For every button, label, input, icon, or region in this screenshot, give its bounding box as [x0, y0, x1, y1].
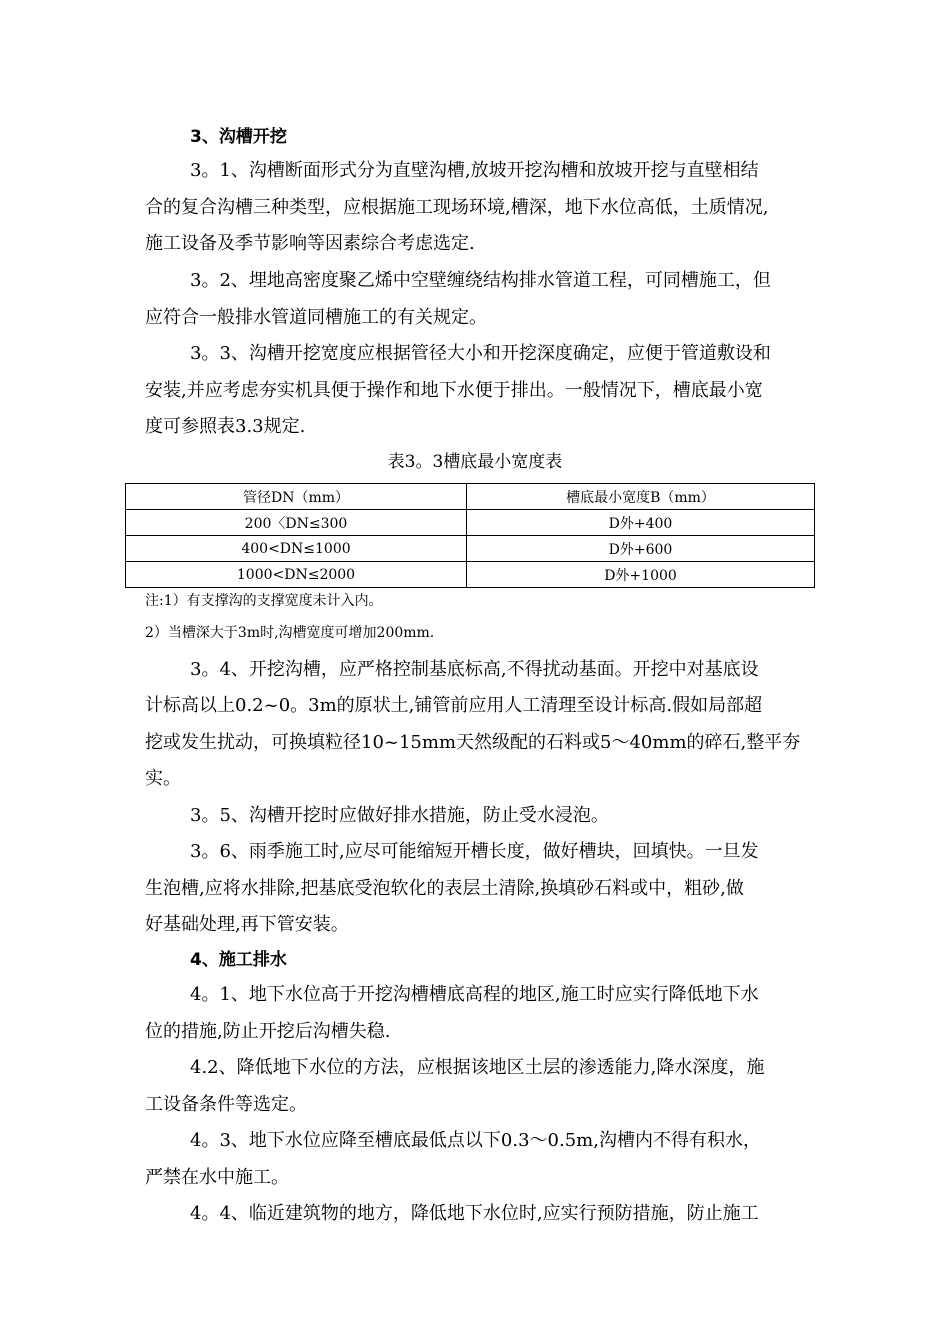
table-header-cell: 管径DN（mm） — [126, 484, 467, 510]
paragraph-3-4-line-2: 计标高以上0.2~0。3m的原状土,铺管前应用人工清理至设计标高.假如局部超 — [145, 695, 763, 716]
paragraph-3-1-line-2: 合的复合沟槽三种类型，应根据施工现场环境,槽深，地下水位高低，土质情况, — [145, 197, 769, 218]
paragraph-4-3-line-1: 4。3、地下水位应降至槽底最低点以下0.3～0.5m,沟槽内不得有积水， — [190, 1130, 761, 1151]
paragraph-3-6-line-2: 生泡槽,应将水排除,把基底受泡软化的表层土清除,换填砂石料或中，粗砂,做 — [145, 878, 744, 899]
table-row — [126, 510, 815, 536]
paragraph-4-2-line-2: 工设备条件等选定。 — [145, 1094, 307, 1115]
paragraph-3-4-line-1: 3。4、开挖沟槽，应严格控制基底标高,不得扰动基面。开挖中对基底设 — [190, 659, 759, 680]
paragraph-3-3-line-2: 安装,并应考虑夯实机具便于操作和地下水便于排出。一般情况下，槽底最小宽 — [145, 380, 763, 401]
table-cell-width: D外+600 — [467, 536, 815, 562]
paragraph-3-4-line-3: 挖或发生扰动，可换填粒径10~15mm天然级配的石料或5～40mm的碎石,整平夯 — [145, 732, 801, 753]
table-cell-diameter: 200〈DN≤300 — [126, 510, 467, 536]
paragraph-3-3-line-1: 3。3、沟槽开挖宽度应根据管径大小和开挖深度确定，应便于管道敷设和 — [190, 343, 771, 364]
min-width-table — [125, 483, 815, 588]
table-caption: 表3。3槽底最小宽度表 — [387, 452, 563, 472]
table-note-1: 注:1）有支撑沟的支撑宽度未计入内。 — [145, 593, 383, 609]
paragraph-3-6-line-1: 3。6、雨季施工时,应尽可能缩短开槽长度，做好槽块，回填快。一旦发 — [190, 841, 759, 862]
paragraph-3-1-line-3: 施工设备及季节影响等因素综合考虑选定. — [145, 233, 475, 254]
paragraph-4-1-line-1: 4。1、地下水位高于开挖沟槽槽底高程的地区,施工时应实行降低地下水 — [190, 984, 759, 1005]
section-4-heading: 4、施工排水 — [190, 950, 287, 970]
paragraph-4-1-line-2: 位的措施,防止开挖后沟槽失稳. — [145, 1021, 391, 1042]
table-row — [126, 562, 815, 588]
paragraph-4-3-line-2: 严禁在水中施工。 — [145, 1167, 289, 1188]
table-row — [126, 536, 815, 562]
table-header-row — [126, 484, 815, 510]
table-cell-diameter: 400<DN≤1000 — [126, 536, 467, 562]
paragraph-4-4-line-1: 4。4、临近建筑物的地方，降低地下水位时,应实行预防措施，防止施工 — [190, 1203, 759, 1224]
section-3-heading: 3、沟槽开挖 — [190, 127, 287, 147]
paragraph-3-1-line-1: 3。1、沟槽断面形式分为直壁沟槽,放坡开挖沟槽和放坡开挖与直壁相结 — [190, 160, 759, 181]
paragraph-3-6-line-3: 好基础处理,再下管安装。 — [145, 914, 349, 935]
table-cell-width: D外+400 — [467, 510, 815, 536]
paragraph-3-5-line-1: 3。5、沟槽开挖时应做好排水措施，防止受水浸泡。 — [190, 805, 609, 826]
paragraph-3-2-line-1: 3。2、埋地高密度聚乙烯中空壁缠绕结构排水管道工程，可同槽施工，但 — [190, 270, 771, 291]
paragraph-3-4-line-4: 实。 — [145, 768, 181, 789]
table-cell-diameter: 1000<DN≤2000 — [126, 562, 467, 588]
table-note-2: 2）当槽深大于3m时,沟槽宽度可增加200mm. — [145, 625, 435, 641]
paragraph-3-3-line-3: 度可参照表3.3规定. — [145, 416, 306, 437]
paragraph-4-2-line-1: 4.2、降低地下水位的方法，应根据该地区土层的渗透能力,降水深度，施 — [190, 1057, 765, 1078]
table-cell-width: D外+1000 — [467, 562, 815, 588]
paragraph-3-2-line-2: 应符合一般排水管道同槽施工的有关规定。 — [145, 307, 487, 328]
table-header-cell: 槽底最小宽度B（mm） — [467, 484, 815, 510]
